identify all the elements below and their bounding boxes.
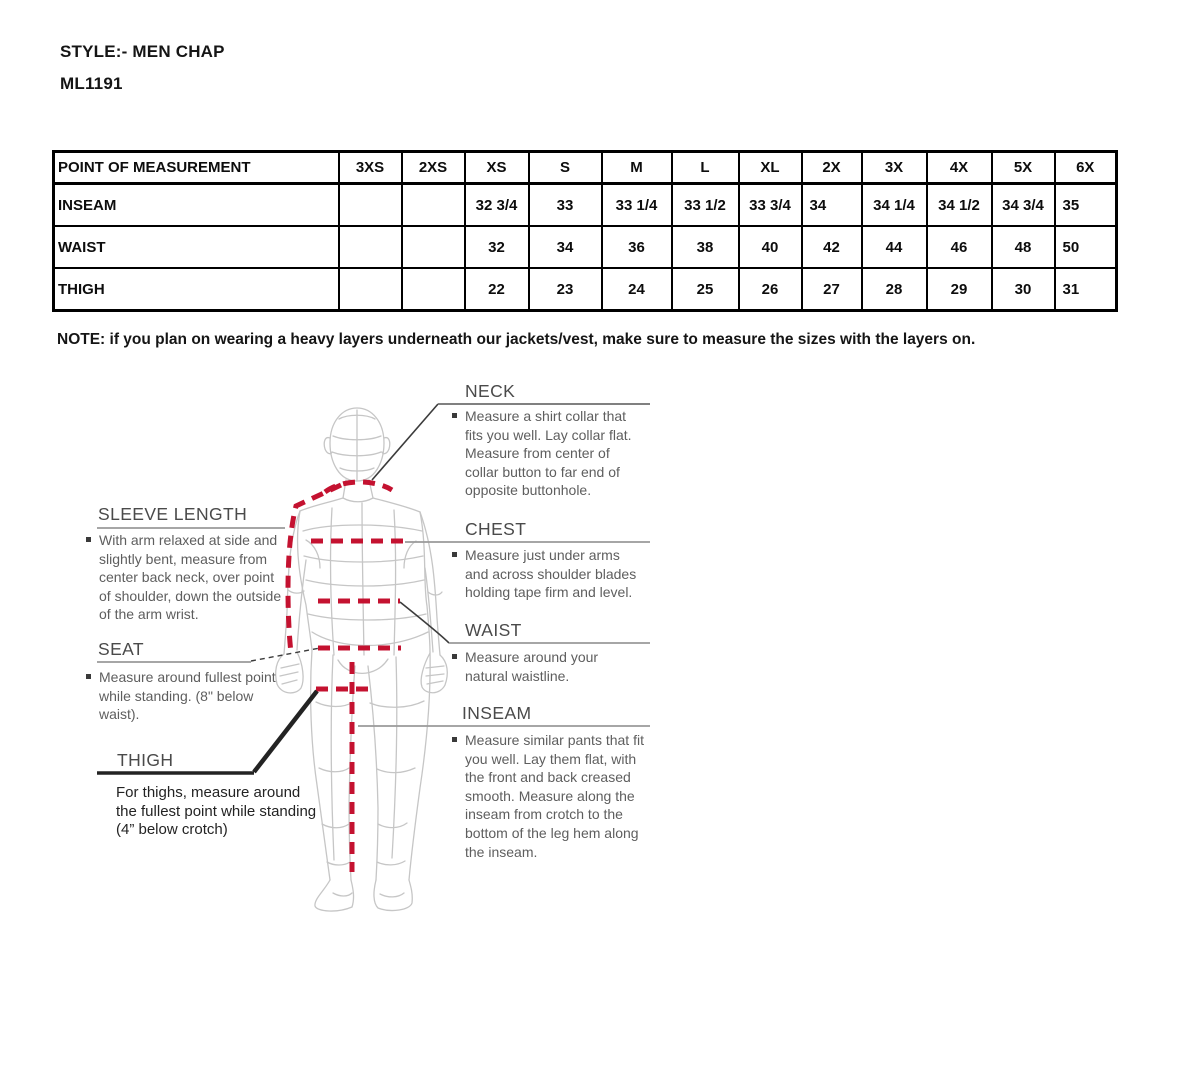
table-cell: 23 xyxy=(529,268,602,311)
table-cell: 31 xyxy=(1055,268,1117,311)
table-cell: 24 xyxy=(602,268,672,311)
column-header-size: 3XS xyxy=(339,152,402,184)
sleeve-length-description: With arm relaxed at side and slightly bent, measure from center back neck, over point of shoulder, down the outside of the arm wrist. xyxy=(86,531,286,624)
bullet-square-icon xyxy=(452,552,457,557)
column-header-size: 5X xyxy=(992,152,1055,184)
table-cell: 40 xyxy=(739,226,802,268)
column-header-size: 3X xyxy=(862,152,927,184)
column-header-size: XL xyxy=(739,152,802,184)
row-label-cell: WAIST xyxy=(54,226,339,268)
table-cell: 50 xyxy=(1055,226,1117,268)
table-cell: 38 xyxy=(672,226,739,268)
table-row xyxy=(54,226,1117,268)
table-cell: 46 xyxy=(927,226,992,268)
waist-heading: WAIST xyxy=(465,620,522,640)
seat-pointer-line xyxy=(251,648,320,661)
sleeve-length-heading: SLEEVE LENGTH xyxy=(98,504,248,524)
table-cell: 32 xyxy=(465,226,529,268)
table-cell: 34 xyxy=(802,184,862,227)
table-cell: 29 xyxy=(927,268,992,311)
neck-heading: NECK xyxy=(465,381,516,401)
column-header-size: XS xyxy=(465,152,529,184)
table-cell: 36 xyxy=(602,226,672,268)
seat-description: Measure around fullest point while standing. (8" below waist). xyxy=(86,668,276,724)
chest-heading: CHEST xyxy=(465,519,527,539)
table-cell xyxy=(339,184,402,227)
thigh-heading: THIGH xyxy=(117,750,174,770)
thigh-description: For thighs, measure around the fullest point while standing (4” below crotch) xyxy=(116,784,317,838)
table-cell: 34 1/4 xyxy=(862,184,927,227)
table-row xyxy=(54,184,1117,227)
column-header-size: L xyxy=(672,152,739,184)
table-cell: 34 xyxy=(529,226,602,268)
size-table xyxy=(52,150,1118,312)
column-header-size: 6X xyxy=(1055,152,1117,184)
neck-pointer-line xyxy=(372,404,438,480)
column-header-size: S xyxy=(529,152,602,184)
table-cell: 28 xyxy=(862,268,927,311)
table-cell: 42 xyxy=(802,226,862,268)
row-label-cell: INSEAM xyxy=(54,184,339,227)
sleeve-measure-line xyxy=(288,485,341,653)
table-cell: 32 3/4 xyxy=(465,184,529,227)
bullet-square-icon xyxy=(452,413,457,418)
table-cell: 34 1/2 xyxy=(927,184,992,227)
style-title: STYLE:- MEN CHAP xyxy=(60,42,225,61)
table-cell: 25 xyxy=(672,268,739,311)
table-cell: 44 xyxy=(862,226,927,268)
table-cell: 27 xyxy=(802,268,862,311)
waist-pointer-line xyxy=(400,602,449,643)
table-cell: 35 xyxy=(1055,184,1117,227)
column-header-point-of-measurement: POINT OF MEASUREMENT xyxy=(54,152,339,184)
table-cell: 48 xyxy=(992,226,1055,268)
table-cell xyxy=(339,226,402,268)
table-cell xyxy=(339,268,402,311)
column-header-size: 4X xyxy=(927,152,992,184)
inseam-description: Measure similar pants that fit you well. Lay them flat, with the front and back creased smooth. Measure along the inseam from crotch to the bottom of the leg hem along the inseam. xyxy=(452,731,644,861)
model-number: ML1191 xyxy=(60,74,123,93)
table-cell xyxy=(402,184,465,227)
chest-description: Measure just under arms and across shoulder blades holding tape firm and level. xyxy=(452,546,642,602)
table-cell xyxy=(402,268,465,311)
table-cell: 34 3/4 xyxy=(992,184,1055,227)
neck-measure-line xyxy=(325,482,392,492)
table-cell: 26 xyxy=(739,268,802,311)
table-cell xyxy=(402,226,465,268)
table-cell: 33 1/2 xyxy=(672,184,739,227)
table-cell: 33 xyxy=(529,184,602,227)
bullet-square-icon xyxy=(452,737,457,742)
table-cell: 33 3/4 xyxy=(739,184,802,227)
column-header-size: M xyxy=(602,152,672,184)
inseam-heading: INSEAM xyxy=(462,703,532,723)
table-row xyxy=(54,268,1117,311)
neck-description: Measure a shirt collar that fits you well. Lay collar flat. Measure from center of collar button to far end of opposite buttonhole. xyxy=(452,407,642,500)
table-cell: 22 xyxy=(465,268,529,311)
bullet-square-icon xyxy=(86,537,91,542)
bullet-square-icon xyxy=(452,654,457,659)
table-cell: 33 1/4 xyxy=(602,184,672,227)
waist-description: Measure around your natural waistline. xyxy=(452,648,642,685)
bullet-square-icon xyxy=(86,674,91,679)
seat-heading: SEAT xyxy=(98,639,145,659)
note-text: NOTE: if you plan on wearing a heavy layers underneath our jackets/vest, make sure to measure the sizes with the layers on. xyxy=(57,331,976,348)
column-header-size: 2XS xyxy=(402,152,465,184)
column-header-size: 2X xyxy=(802,152,862,184)
table-cell: 30 xyxy=(992,268,1055,311)
row-label-cell: THIGH xyxy=(54,268,339,311)
